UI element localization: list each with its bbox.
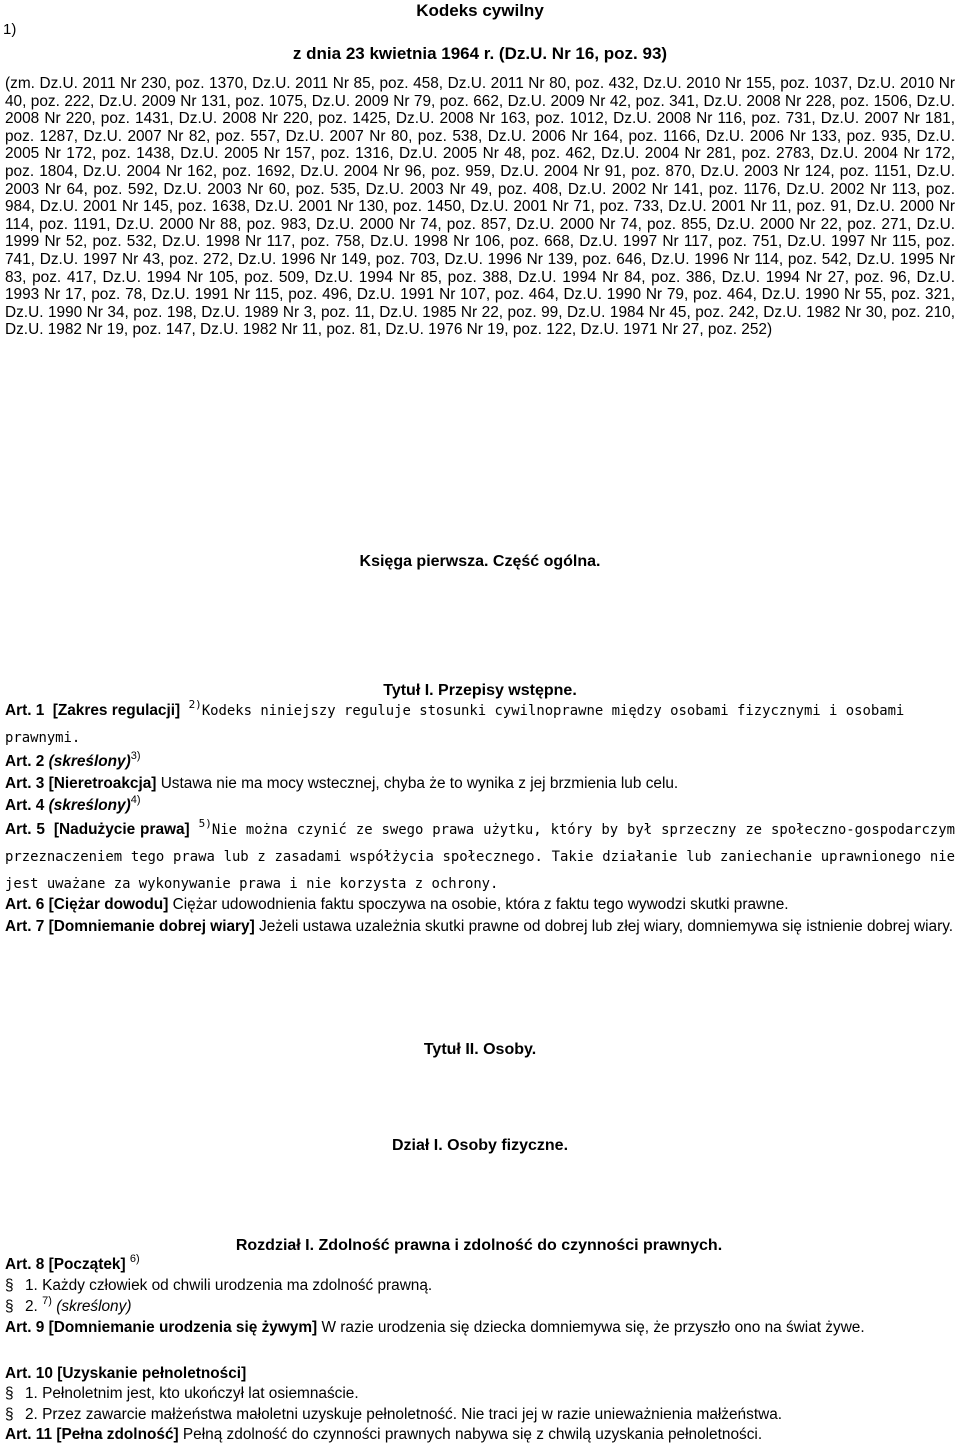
section-sign: § <box>5 1385 14 1402</box>
date-line: z dnia 23 kwietnia 1964 r. (Dz.U. Nr 16, poz. 93) <box>292 44 668 63</box>
paragraph-text: 1. Pełnoletnim jest, kto ukończył lat osiemnaście. <box>25 1385 359 1402</box>
article-label: Art. 3 <box>5 775 45 792</box>
article-label: Art. 11 <box>5 1426 53 1443</box>
article-title: [Nieretroakcja] <box>48 775 157 792</box>
article-text: Ustawa nie ma mocy wstecznej, chyba że to wynika z jej brzmienia lub celu. <box>160 775 679 792</box>
article-1 <box>5 697 955 752</box>
article-text: Ciężar udowodnienia faktu spoczywa na osobie, która z faktu tego wywodzi skutki prawne. <box>172 896 789 913</box>
article-title: [Początek] <box>48 1256 126 1273</box>
paragraph-text: 2. Przez zawarcie małżeństwa małoletni uzyskuje pełnoletność. Nie traci jej w razie unieważnienia małżeństwa. <box>25 1406 783 1423</box>
article-8-par-2 <box>5 1295 955 1318</box>
amendments-list: (zm. Dz.U. 2011 Nr 230, poz. 1370, Dz.U. 2011 Nr 85, poz. 458, Dz.U. 2011 Nr 80, poz. 432, Dz.U. 2010 Nr 155, poz. 1037, Dz.U. 2010 Nr 40, poz. 222, Dz.U. 2009 Nr 131, poz. 1075, Dz.U. 2009 Nr 79, poz. 662, Dz.U. 2009 Nr 42, poz. 341, Dz.U. 2008 Nr 228, poz. 1506, Dz.U. 2008 Nr 220, poz. 1431, Dz.U. 2008 Nr 220, poz. 1425, Dz.U. 2008 Nr 163, poz. 1012, Dz.U. 2008 Nr 116, poz. 731, Dz.U. 2007 Nr 181, poz. 1287, Dz.U. 2007 Nr 82, poz. 557, Dz.U. 2007 Nr 80, poz. 538, Dz.U. 2006 Nr 164, poz. 1166, Dz.U. 2006 Nr 133, poz. 935, Dz.U. 2005 Nr 172, poz. 1438, Dz.U. 2005 Nr 157, poz. 1316, Dz.U. 2005 Nr 48, poz. 462, Dz.U. 2004 Nr 281, poz. 2783, Dz.U. 2004 Nr 172, poz. 1804, Dz.U. 2004 Nr 162, poz. 1692, Dz.U. 2004 Nr 96, poz. 959, Dz.U. 2004 Nr 91, poz. 870, Dz.U. 2003 Nr 124, poz. 1151, Dz.U. 2003 Nr 64, poz. 592, Dz.U. 2003 Nr 60, poz. 535, Dz.U. 2003 Nr 49, poz. 408, Dz.U. 2002 Nr 141, poz. 1176, Dz.U. 2002 Nr 113, poz. 984, Dz.U. 2001 Nr 145, poz. 1638, Dz.U. 2001 Nr 130, poz. 1450, Dz.U. 2001 Nr 71, poz. 733, Dz.U. 2001 Nr 11, poz. 91, Dz.U. 2000 Nr 114, poz. 1191, Dz.U. 2000 Nr 88, poz. 983, Dz.U. 2000 Nr 74, poz. 857, Dz.U. 2000 Nr 74, poz. 855, Dz.U. 2000 Nr 22, poz. 271, Dz.U. 1999 Nr 52, poz. 532, Dz.U. 1998 Nr 117, poz. 758, Dz.U. 1998 Nr 106, poz. 668, Dz.U. 1997 Nr 117, poz. 751, Dz.U. 1997 Nr 115, poz. 741, Dz.U. 1997 Nr 43, poz. 272, Dz.U. 1996 Nr 149, poz. 703, Dz.U. 1996 Nr 139, poz. 646, Dz.U. 1996 Nr 114, poz. 542, Dz.U. 1995 Nr 83, poz. 417, Dz.U. 1994 Nr 105, poz. 509, Dz.U. 1994 Nr 85, poz. 388, Dz.U. 1994 Nr 84, poz. 386, Dz.U. 1994 Nr 27, poz. 96, Dz.U. 1993 Nr 17, poz. 78, Dz.U. 1991 Nr 115, poz. 496, Dz.U. 1991 Nr 107, poz. 464, Dz.U. 1990 Nr 79, poz. 464, Dz.U. 1990 Nr 55, poz. 321, Dz.U. 1990 Nr 34, poz. 198, Dz.U. 1989 Nr 3, poz. 11, Dz.U. 1985 Nr 22, poz. 99, Dz.U. 1984 Nr 45, poz. 242, Dz.U. 1982 Nr 30, poz. 210, Dz.U. 1982 Nr 19, poz. 147, Dz.U. 1982 Nr 11, poz. 81, Dz.U. 1976 Nr 19, poz. 122, Dz.U. 1971 Nr 27, poz. 252) <box>5 75 955 339</box>
footnote-ref: 7) <box>42 1295 52 1307</box>
article-10 <box>5 1365 955 1383</box>
article-5 <box>5 816 955 898</box>
footnote-ref: 6) <box>129 1253 140 1265</box>
title2-heading: Tytuł II. Osoby. <box>423 1041 537 1058</box>
article-title: [Ciężar dowodu] <box>48 896 169 913</box>
division1-heading: Dział I. Osoby fizyczne. <box>391 1137 569 1154</box>
footnote-ref: 2) <box>188 698 202 711</box>
section-sign: § <box>5 1277 14 1294</box>
article-title: [Nadużycie prawa] <box>53 821 190 838</box>
article-label: Art. 6 <box>5 896 45 913</box>
article-6 <box>5 896 955 914</box>
article-title: (skreślony) <box>48 753 131 770</box>
article-text: Pełną zdolność do czynności prawnych nabywa się z chwilą uzyskania pełnoletności. <box>182 1426 763 1443</box>
article-7 <box>5 918 955 936</box>
article-label: Art. 5 <box>5 821 45 838</box>
article-8 <box>5 1253 955 1276</box>
article-title: [Domniemanie dobrej wiary] <box>48 918 255 935</box>
article-label: Art. 1 <box>5 702 45 719</box>
paragraph-text: 2. <box>25 1298 38 1315</box>
chapter1-heading: Rozdział I. Zdolność prawna i zdolność do czynności prawnych. <box>235 1237 723 1254</box>
article-label: Art. 9 <box>5 1319 45 1336</box>
document-title: Kodeks cywilny <box>416 1 544 20</box>
article-title: [Uzyskanie pełnoletności] <box>57 1365 247 1382</box>
section-sign: § <box>5 1406 14 1423</box>
article-2 <box>5 750 955 773</box>
article-title: [Domniemanie urodzenia się żywym] <box>48 1319 318 1336</box>
struck-note: (skreślony) <box>56 1298 132 1315</box>
footnote-marker: 1) <box>3 21 17 38</box>
article-label: Art. 4 <box>5 797 45 814</box>
article-label: Art. 8 <box>5 1256 45 1273</box>
title1-heading: Tytuł I. Przepisy wstępne. <box>383 682 577 699</box>
article-title: [Pełna zdolność] <box>56 1426 179 1443</box>
section-sign: § <box>5 1298 14 1315</box>
footnote-ref: 5) <box>198 817 212 830</box>
article-label: Art. 7 <box>5 918 45 935</box>
article-text: W razie urodzenia się dziecka domniemywa się, że przyszło ono na świat żywe. <box>321 1319 865 1336</box>
footnote-ref: 3) <box>130 750 141 762</box>
article-8-par-1 <box>5 1277 955 1295</box>
article-title: [Zakres regulacji] <box>52 702 181 719</box>
book-heading: Księga pierwsza. Część ogólna. <box>359 553 601 570</box>
article-10-par-1 <box>5 1385 955 1403</box>
article-4 <box>5 794 955 817</box>
article-text: Nie można czynić ze swego prawa użytku, który by był sprzeczny ze społeczno-gospodarczym przeznaczeniem tego prawa lub z zasadami współżycia społecznego. Takie działanie lub zaniechanie uprawnionego nie jest uważane za wykonywanie prawa i nie korzysta z ochrony. <box>5 822 955 892</box>
paragraph-text: 1. Każdy człowiek od chwili urodzenia ma zdolność prawną. <box>25 1277 433 1294</box>
article-label: Art. 2 <box>5 753 45 770</box>
article-text: Kodeks niniejszy reguluje stosunki cywilnoprawne między osobami fizycznymi i osobami prawnymi. <box>5 703 905 746</box>
article-10-par-2 <box>5 1406 955 1424</box>
article-9 <box>5 1319 955 1337</box>
article-title: (skreślony) <box>48 797 131 814</box>
article-text: Jeżeli ustawa uzależnia skutki prawne od dobrej lub złej wiary, domniemywa się istnienie dobrej wiary. <box>259 918 954 935</box>
article-11 <box>5 1426 955 1444</box>
article-label: Art. 10 <box>5 1365 53 1382</box>
footnote-ref: 4) <box>130 794 141 806</box>
article-3 <box>5 775 955 793</box>
